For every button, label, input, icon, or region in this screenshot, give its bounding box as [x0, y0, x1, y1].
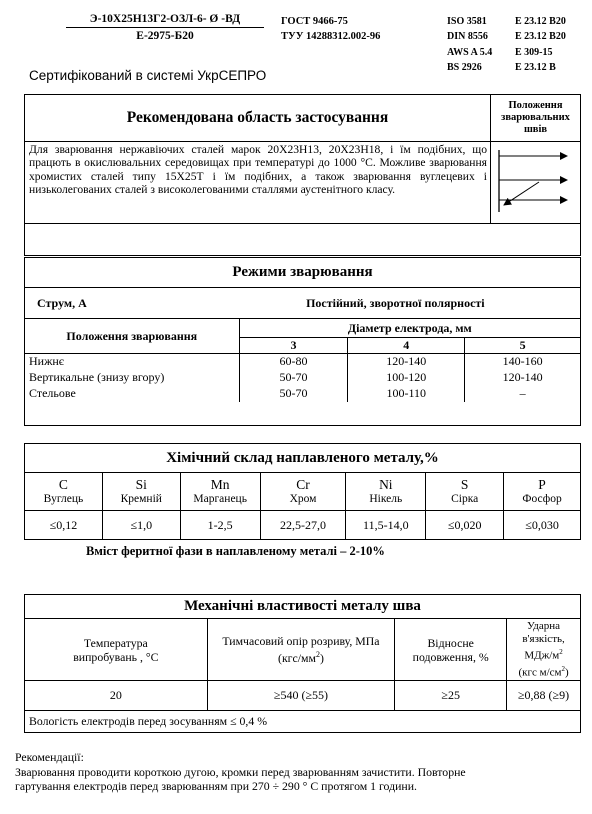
col-temperature: Температура випробувань , °С [25, 619, 208, 681]
row-position: Вертикальне (знизу вгору) [25, 370, 240, 386]
designation-code: Э-10Х25Н13Г2-ОЗЛ-6- Ø -ВД [66, 13, 264, 28]
element-symbol: P [538, 477, 546, 492]
element-symbol: C [58, 477, 68, 492]
row-value: – [465, 386, 581, 402]
current-value: Постійний, зворотної полярності [239, 288, 580, 319]
chemistry-section [24, 443, 581, 540]
element-cr [260, 473, 346, 511]
standard-name: DIN 8556 [447, 31, 488, 43]
element-value: 22,5-27,0 [260, 511, 346, 540]
diameter-5: 5 [465, 338, 581, 354]
element-ni [346, 473, 426, 511]
element-symbol: Cr [296, 477, 310, 492]
mech-value: ≥25 [395, 681, 507, 711]
recommendations-title: Рекомендації: [15, 750, 84, 764]
col-tensile-close: ) [319, 650, 324, 665]
element-symbol: S [460, 477, 469, 492]
element-si [102, 473, 180, 511]
element-s [426, 473, 504, 511]
mech-value: ≥0,88 (≥9) [507, 681, 581, 711]
certification-note: Сертифікований в системі УкрСЕПРО [29, 68, 267, 83]
element-name: Хром [289, 493, 317, 505]
col-impact-text: Ударна в'язкість, МДж/м [522, 619, 565, 662]
standard-code: E 23.12 B20 [515, 16, 566, 27]
col-impact-unit-sup: 2 [561, 664, 565, 673]
standard-code: E 23.12 B20 [515, 31, 566, 43]
ferrite-content: Вміст феритної фази в наплавленому металі – 2-10% [86, 544, 385, 558]
table-row [25, 370, 581, 386]
element-value: 11,5-14,0 [346, 511, 426, 540]
recommendations [15, 750, 466, 794]
diameter-label: Діаметр електрода, мм [239, 319, 580, 338]
row-value: 140-160 [465, 354, 581, 370]
row-value: 60-80 [239, 354, 348, 370]
element-value: 1-2,5 [180, 511, 260, 540]
diameter-4: 4 [348, 338, 465, 354]
standard-code: E 23.12 B [515, 61, 556, 73]
element-symbol: Si [135, 477, 147, 492]
moisture-note: Вологість електродів перед зосуванням ≤ 0,4 % [25, 711, 581, 733]
standard-row [447, 45, 566, 60]
element-value: ≤0,12 [25, 511, 103, 540]
element-name: Марганець [193, 493, 247, 505]
row-position: Нижнє [25, 354, 240, 370]
element-symbol: Ni [379, 477, 393, 492]
gost-block [281, 14, 380, 44]
element-name: Вуглець [43, 493, 84, 505]
standard-name: BS 2926 [447, 61, 482, 73]
standard-code: E 309-15 [515, 46, 553, 58]
e-class-code: Е-2975-Б20 [136, 30, 194, 42]
row-value: 100-120 [348, 370, 465, 386]
element-c [25, 473, 103, 511]
application-title: Рекомендована область застосування [25, 95, 491, 142]
element-name: Кремній [120, 493, 162, 505]
element-symbol: Mn [210, 477, 230, 492]
electrode-designation [66, 13, 264, 43]
mech-value: ≥540 (≥55) [207, 681, 395, 711]
element-value: ≤1,0 [102, 511, 180, 540]
weld-position-diagram [491, 142, 581, 224]
col-tensile-text: Тимчасовий опір розриву, МПа (кгс/мм [222, 634, 380, 665]
element-p [504, 473, 581, 511]
col-elongation: Відносне подовження, % [395, 619, 507, 681]
element-name: Сірка [451, 493, 479, 505]
table-row [25, 386, 581, 402]
chemistry-values-row [25, 511, 581, 540]
mechanical-title: Механічні властивості металу шва [25, 595, 581, 619]
row-value: 50-70 [239, 386, 348, 402]
diameter-3: 3 [239, 338, 348, 354]
standards-list [447, 14, 566, 75]
element-value: ≤0,030 [504, 511, 581, 540]
col-tensile [207, 619, 395, 681]
recommendations-line: Зварювання проводити короткою дугою, кромки перед зварюванням зачистити. Повторне [15, 764, 466, 779]
element-value: ≤0,020 [426, 511, 504, 540]
row-value: 50-70 [239, 370, 348, 386]
gost-standard: ГОСТ 9466-75 [281, 16, 348, 27]
position-label: Положення зварювання [25, 319, 240, 354]
current-label: Струм, А [25, 288, 240, 319]
element-name: Фосфор [522, 493, 562, 505]
col-impact-close: ) [564, 666, 569, 679]
mechanical-values-row [25, 681, 581, 711]
element-name: Нікель [369, 493, 403, 505]
standard-row [447, 29, 566, 44]
application-section [24, 94, 581, 256]
weld-position-header: Положення зварювальних швів [491, 95, 581, 142]
standard-row [447, 14, 566, 29]
welding-modes-section [24, 257, 581, 426]
chemistry-title: Хімічний склад наплавленого металу,% [25, 444, 581, 473]
row-value: 120-140 [465, 370, 581, 386]
standard-name: ISO 3581 [447, 16, 487, 27]
mech-value: 20 [25, 681, 208, 711]
table-row [25, 354, 581, 370]
element-mn [180, 473, 260, 511]
welding-modes-title: Режими зварювання [25, 258, 581, 288]
standard-name: AWS A 5.4 [447, 46, 493, 58]
col-tensile-sup: 2 [315, 650, 320, 660]
tuu-standard: ТУУ 14288312.002-96 [281, 31, 381, 42]
col-impact-unit: (кгс м/см [518, 666, 562, 679]
row-position: Стельове [25, 386, 240, 402]
col-impact-sup: 2 [559, 647, 563, 656]
row-value: 100-110 [348, 386, 465, 402]
row-value: 120-140 [348, 354, 465, 370]
weld-positions-arrows-icon [491, 142, 579, 218]
recommendations-line: гартування електродів перед зварюванням при 270 ÷ 290 ° С протягом 1 години. [15, 779, 418, 793]
col-impact [507, 619, 581, 681]
mechanical-section [24, 594, 581, 733]
application-text: Для зварювання нержавіючих сталей марок 20Х23Н13, 20Х23Н18, і їм подібних, що працють в окислювальних середовищах при температурі до 1000 °С. Можливе зварювання хромистих сталей типу 15Х25Т і їм подібних, а також зварювання вуглецевих і низьколегованих сталей з високолегованими сталлями аустенітного класу. [25, 142, 491, 224]
standard-row [447, 60, 566, 75]
